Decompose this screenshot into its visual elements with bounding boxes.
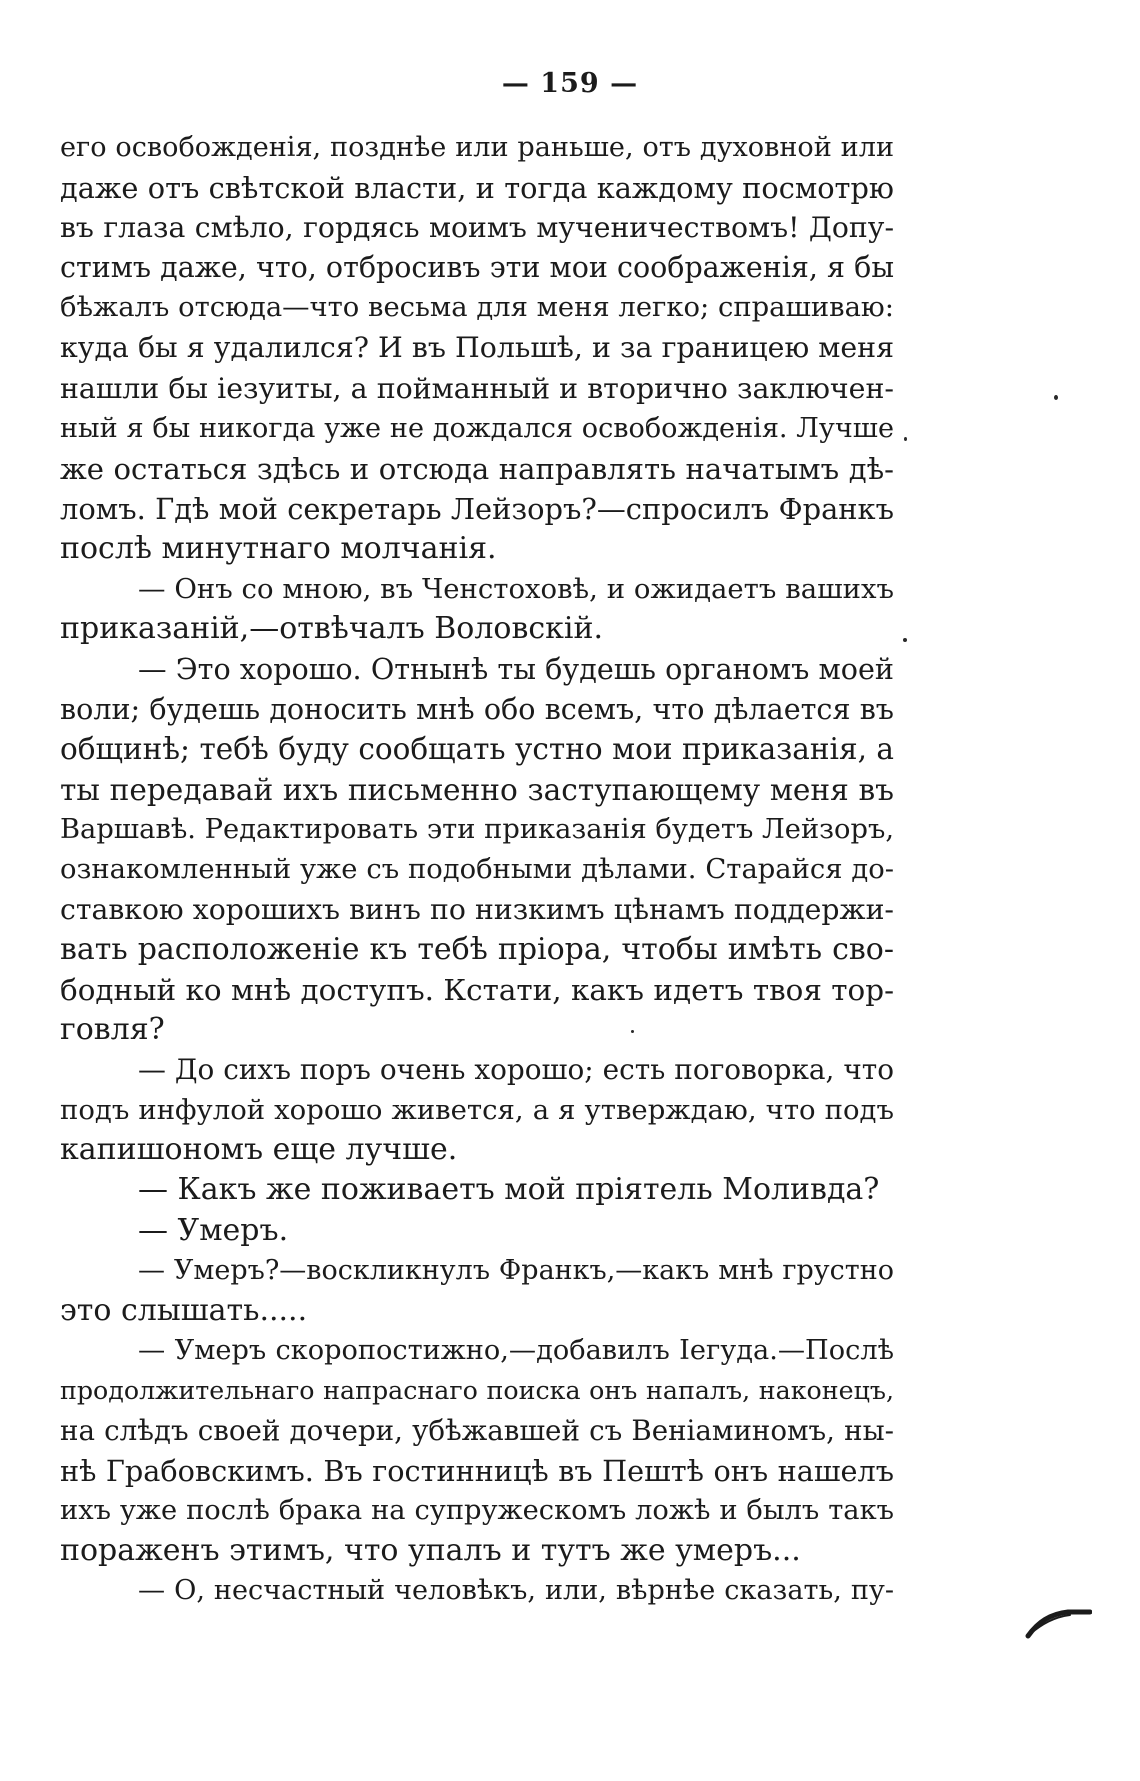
text-line: приказаній,—отвѣчалъ Воловскій.	[60, 611, 604, 647]
text-line: — До сихъ поръ очень хорошо; есть поговорка, что	[138, 1053, 894, 1087]
text-line: ты передавай ихъ письменно заступающему меня въ	[60, 772, 894, 807]
text-line: это слышать.....	[60, 1292, 308, 1328]
ink-speck	[631, 1030, 634, 1033]
text-line: продолжительнаго напраснаго поиска онъ напалъ, наконецъ,	[60, 1375, 894, 1405]
text-line: — Какъ же поживаетъ мой пріятель Моливда?	[138, 1172, 880, 1208]
text-line: же остаться здѣсь и отсюда направлять начатымъ дѣ-	[60, 451, 894, 486]
text-line: ознакомленный уже съ подобными дѣлами. Старайся до-	[60, 853, 894, 885]
text-line: — Умеръ.	[138, 1212, 289, 1248]
ink-speck	[903, 638, 907, 642]
text-line: Варшавѣ. Редактировать эти приказанія будетъ Лейзоръ,	[60, 813, 894, 845]
text-line: пораженъ этимъ, что упалъ и тутъ же умеръ...	[60, 1533, 801, 1569]
text-line: въ глаза смѣло, гордясь моимъ мученичествомъ! Допу-	[60, 211, 894, 245]
text-line: подъ инфулой хорошо живется, а я утверждаю, что подъ	[60, 1094, 894, 1127]
text-line: — Это хорошо. Отнынѣ ты будешь органомъ моей	[138, 652, 894, 687]
page-number: — 159 —	[501, 68, 639, 99]
text-line: стимъ даже, что, отбросивъ эти мои соображенія, я бы	[60, 251, 894, 285]
ink-speck	[904, 437, 907, 441]
text-line: послѣ минутнаго молчанія.	[60, 530, 497, 566]
text-line: — О, несчастный человѣкъ, или, вѣрнѣе сказать, пу-	[138, 1575, 894, 1607]
text-line: даже отъ свѣтской власти, и тогда каждому посмотрю	[60, 171, 894, 206]
text-line: капишономъ еще лучше.	[60, 1132, 458, 1168]
text-line: ихъ уже послѣ брака на супружескомъ ложѣ и былъ такъ	[60, 1495, 894, 1527]
text-line: его освобожденія, позднѣе или раньше, отъ духовной или	[60, 132, 894, 163]
text-line: бѣжалъ отсюда—что весьма для меня легко; спрашиваю:	[60, 292, 894, 324]
body-text	[60, 128, 894, 1611]
text-line: нашли бы іезуиты, а пойманный и вторично заключен-	[60, 371, 894, 405]
text-line: бодный ко мнѣ доступъ. Кстати, какъ идетъ твоя тор-	[60, 972, 894, 1007]
text-line: говля?	[60, 1012, 165, 1048]
text-line: на слѣдъ своей дочери, убѣжавшей съ Веніаминомъ, ны-	[60, 1414, 894, 1447]
text-line: ставкою хорошихъ винъ по низкимъ цѣнамъ поддержи-	[60, 892, 894, 926]
text-line: нѣ Грабовскимъ. Въ гостинницѣ въ Пештѣ онъ нашелъ	[60, 1454, 894, 1489]
text-line: ломъ. Гдѣ мой секретарь Лейзоръ?—спросилъ Франкъ	[60, 491, 894, 526]
text-line: куда бы я удалился? И въ Польшѣ, и за границею меня	[60, 331, 894, 365]
text-line: общинѣ; тебѣ буду сообщать устно мои приказанія, а	[60, 732, 894, 767]
text-line: ный я бы никогда уже не дождался освобожденія. Лучше	[60, 412, 894, 444]
pen-stroke-mark	[1024, 1600, 1092, 1640]
text-line: вать расположеніе къ тебѣ пріора, чтобы имѣть сво-	[60, 931, 894, 967]
text-line: — Умеръ?—воскликнулъ Франкъ,—какъ мнѣ грустно	[138, 1254, 894, 1286]
text-line: — Умеръ скоропостижно,—добавилъ Іегуда.—Послѣ	[138, 1334, 894, 1366]
text-line: воли; будешь доносить мнѣ обо всемъ, что дѣлается въ	[60, 692, 894, 727]
ink-speck	[1054, 395, 1058, 400]
text-line: — Онъ со мною, въ Ченстоховѣ, и ожидаетъ вашихъ	[138, 573, 894, 606]
